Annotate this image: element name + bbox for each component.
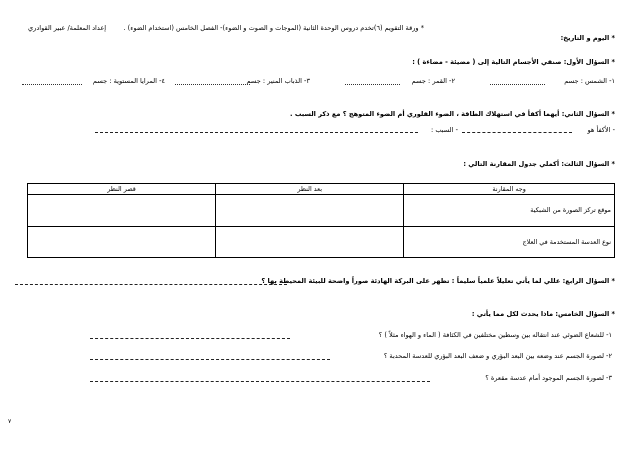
q2-reason-line[interactable] (95, 132, 418, 133)
q1-item-1: ١- الشمس : جسم (564, 77, 615, 85)
q2-title: * السؤال الثاني: أيهما أكفأ في استهلاك الطاقة ، الضوء الفلوري أم الضوء المتوهج ؟ مع ذكر السبب . (290, 110, 615, 118)
q1-answer-line-2[interactable] (345, 84, 400, 85)
header-farsightedness: بعد النظر (216, 184, 404, 195)
q5-item-2: ٢- لصورة الجسم عند وضعه بين البعد البؤري و ضعف البعد البؤري للعدسة المحدبة ؟ (383, 352, 612, 360)
row-lens-type-label: نوع العدسة المستخدمة في العلاج (404, 226, 615, 258)
q5-item-3: ٣- لصورة الجسم الموجود أمام عدسة مقعرة ؟ (485, 374, 612, 382)
cell-farsight-image-focus[interactable] (216, 195, 404, 227)
table-row (28, 226, 615, 258)
q1-answer-line-1[interactable] (490, 84, 545, 85)
teacher-name: إعداد المعلمة/ عبير القوادري (28, 24, 107, 32)
cell-farsight-lens-type[interactable] (216, 226, 404, 258)
q5-answer-line-3[interactable] (90, 381, 430, 382)
q5-title: * السؤال الخامس: ماذا يحدث لكل مما يأتي : (471, 310, 615, 318)
q5-item-1: ١- للشعاع الضوئي عند انتقاله بين وسطين مختلفين في الكثافة ( الماء و الهواء مثلاً ) ؟ (378, 331, 612, 339)
q2-reason-label: - السبب : (431, 126, 458, 134)
q1-answer-line-4[interactable] (22, 84, 82, 85)
worksheet-title: * ورقة التقويم (٦)تخدم دروس الوحدة الثانية (الموجات و الصوت و الضوء)- الفصل الخامس (استخدام الضوء) . (123, 24, 424, 32)
q5-answer-line-1[interactable] (90, 338, 290, 339)
header-nearsightedness: قصر النظر (28, 184, 216, 195)
q2-answer-line[interactable] (462, 132, 572, 133)
q2-answer-label: - الأكفأ هو (587, 126, 615, 134)
page-number: ٧ (8, 418, 12, 425)
q1-item-2: ٢- القمر : جسم (411, 77, 455, 85)
q1-answer-line-3[interactable] (175, 84, 250, 85)
table-row (28, 195, 615, 227)
q1-item-3: ٣- الذباب المنير : جسم (246, 77, 310, 85)
q3-title: * السؤال الثالث: أكملي جدول المقارنة التالي : (463, 160, 615, 168)
q4-title: * السؤال الرابع: عللي لما يأتي تعليلاً علمياً سليماً : تظهر على البركة الهادئة صوراً واضحة للبيئة المحيطة بها ؟ (261, 277, 615, 285)
cell-nearsight-image-focus[interactable] (28, 195, 216, 227)
comparison-table (27, 183, 615, 258)
q1-item-4: ٤- المرايا المستوية : جسم (92, 77, 165, 85)
day-date-label: * اليوم و التاريخ: (560, 34, 615, 42)
cell-nearsight-lens-type[interactable] (28, 226, 216, 258)
q1-title: * السؤال الأول: صنفي الأجسام التالية إلى ( مضيئة - مضاءة ) : (412, 58, 615, 66)
row-image-focus-label: موقع تركز الصورة من الشبكية (404, 195, 615, 227)
q5-answer-line-2[interactable] (90, 359, 330, 360)
q4-answer-line[interactable] (15, 284, 287, 285)
header-comparison-aspect: وجه المقارنة (404, 184, 615, 195)
table-header-row (28, 184, 615, 195)
